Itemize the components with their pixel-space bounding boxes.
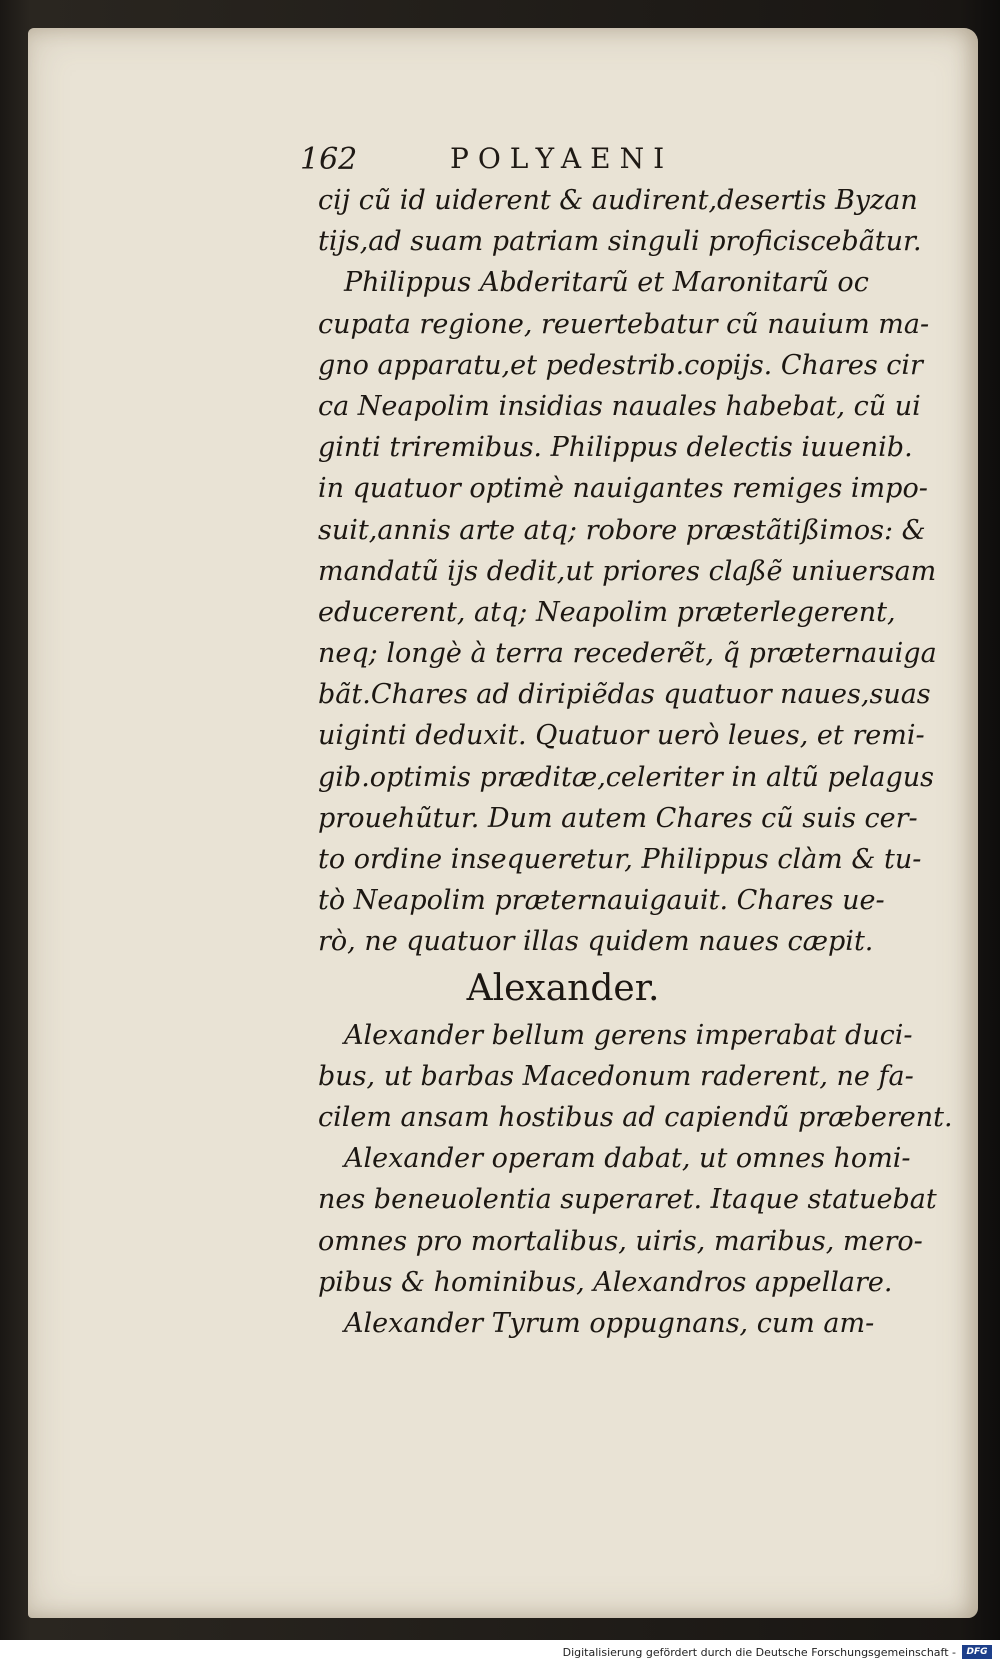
text-line: educerent, atq; Neapolim præterlegerent, [318,596,896,628]
text-line: neq; longè à terra recederẽt, q̃ prӕternauiga [318,638,937,670]
text-line: omnes pro mortalibus, uiris, maribus, mero- [318,1225,923,1257]
text-line: Philippus Abderitarũ et Maronitarũ oc [344,267,869,299]
text-line: rò, ne quatuor illas quidem naues cӕpit. [318,926,874,958]
dfg-logo: DFG [962,1645,992,1659]
page-number: 162 [300,142,358,177]
text-line: Alexander Tyrum oppugnans, cum am- [344,1307,875,1339]
text-line: tijs,ad suam patriam singuli proficiscebãtur. [318,226,922,258]
text-line: gib.optimis prӕditӕ,celeriter in altũ pelagus [318,761,935,793]
text-line: cilem ansam hostibus ad capiendũ prӕberent. [318,1101,953,1133]
text-line: prouehũtur. Dum autem Chares cũ suis cer- [318,802,918,834]
text-line: ginti triremibus. Philippus delectis iuuenib. [318,432,913,464]
running-head: POLYAENI [450,142,674,175]
text-line: uiginti deduxit. Quatuor uerò leues, et remi- [318,720,925,752]
text-line: cupata regione, reuertebatur cũ nauium ma- [318,308,930,340]
footer-credit: Digitalisierung gefördert durch die Deutsche Forschungsgemeinschaft - [562,1646,956,1659]
digitization-footer [0,1640,1000,1666]
text-line: ca Neapolim insidias nauales habebat, cũ ui [318,390,921,422]
body-text [318,180,953,1344]
text-block-alexander [318,1015,953,1345]
text-line: Alexander bellum gerens imperabat duci- [344,1019,913,1051]
section-heading: Alexander. [466,967,660,1009]
text-line: bus, ut barbas Macedonum raderent, ne fa- [318,1060,914,1092]
text-line: mandatũ ijs dedit,ut priores claßẽ uniuersam [318,555,937,587]
text-line: pibus & hominibus, Alexandros appellare. [318,1266,893,1298]
text-line: bãt.Chares ad diripiẽdas quatuor naues,suas [318,679,931,711]
text-line: suit,annis arte atq; robore præstãtißimos: & [318,514,926,546]
text-line: cij cũ id uiderent & audirent,desertis Byzan [318,185,918,216]
text-block-philippus [318,180,937,963]
text-line: to ordine insequeretur, Philippus clàm & tu- [318,844,922,875]
text-line: gno apparatu,et pedestrib.copijs. Chares cir [318,349,923,381]
text-line: nes beneuolentia superaret. Itaque statuebat [318,1184,937,1216]
text-line: tò Neapolim prӕternauigauit. Chares ue- [318,885,885,917]
text-line: in quatuor optimè nauigantes remiges impo- [318,473,928,505]
text-line: Alexander operam dabat, ut omnes homi- [344,1143,911,1175]
page-header [300,142,770,182]
